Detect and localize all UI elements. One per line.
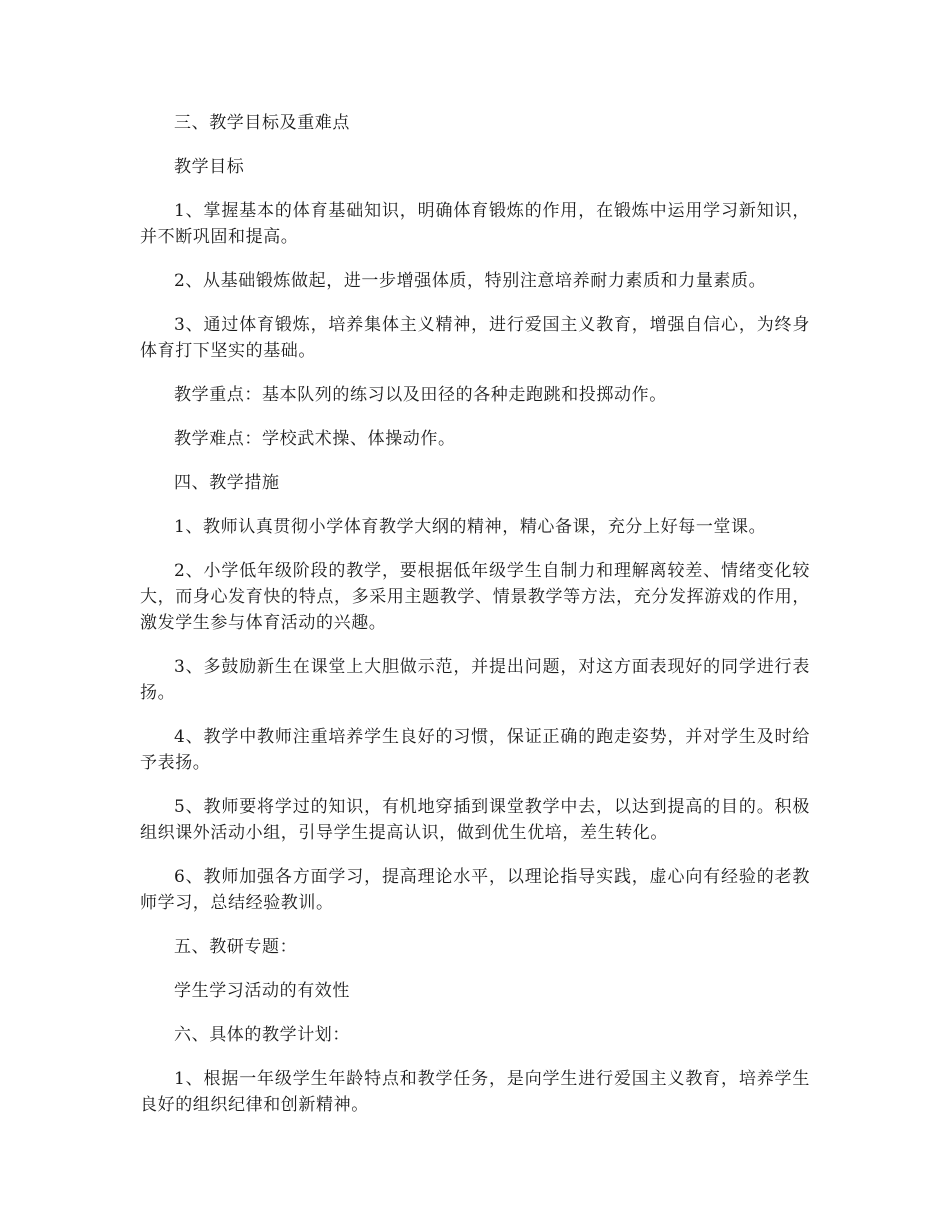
difficult-points: 教学难点：学校武术操、体操动作。 (174, 429, 456, 449)
section-heading-measures: 四、教学措施 (174, 473, 280, 493)
measure-item-2: 2、小学低年级阶段的教学，要根据低年级学生自制力和理解离较差、情绪变化较大，而身心发育快的特点，多采用主题教学、情景教学等方法，充分发挥游戏的作用，激发学生参与体育活动的兴趣。 (140, 561, 810, 633)
subheading-teaching-goals: 教学目标 (174, 157, 245, 177)
goal-item-3: 3、通过体育锻炼，培养集体主义精神，进行爱国主义教育，增强自信心，为终身体育打下坚实的基础。 (140, 315, 810, 361)
measure-item-3: 3、多鼓励新生在课堂上大胆做示范，并提出问题，对这方面表现好的同学进行表扬。 (140, 657, 810, 703)
goal-item-1: 1、掌握基本的体育基础知识，明确体育锻炼的作用，在锻炼中运用学习新知识，并不断巩固和提高。 (140, 201, 810, 247)
key-points: 教学重点：基本队列的练习以及田径的各种走跑跳和投掷动作。 (174, 385, 667, 405)
section-heading-research-topic: 五、教研专题： (174, 937, 298, 957)
goal-item-2: 2、从基础锻炼做起，进一步增强体质，特别注意培养耐力素质和力量素质。 (174, 271, 767, 291)
section-heading-objectives: 三、教学目标及重难点 (174, 113, 350, 133)
measure-item-1: 1、教师认真贯彻小学体育教学大纲的精神，精心备课，充分上好每一堂课。 (174, 517, 767, 537)
measure-item-5: 5、教师要将学过的知识，有机地穿插到课堂教学中去，以达到提高的目的。积极组织课外活动小组，引导学生提高认识，做到优生优培，差生转化。 (140, 797, 810, 843)
document-body (140, 110, 810, 1136)
research-topic-text: 学生学习活动的有效性 (174, 981, 350, 1001)
measure-item-6: 6、教师加强各方面学习，提高理论水平，以理论指导实践，虚心向有经验的老教师学习，总结经验教训。 (140, 867, 810, 913)
measure-item-4: 4、教学中教师注重培养学生良好的习惯，保证正确的跑走姿势，并对学生及时给予表扬。 (140, 727, 810, 773)
plan-item-1: 1、根据一年级学生年龄特点和教学任务，是向学生进行爱国主义教育，培养学生良好的组织纪律和创新精神。 (140, 1069, 810, 1115)
section-heading-teaching-plan: 六、具体的教学计划： (174, 1025, 350, 1045)
